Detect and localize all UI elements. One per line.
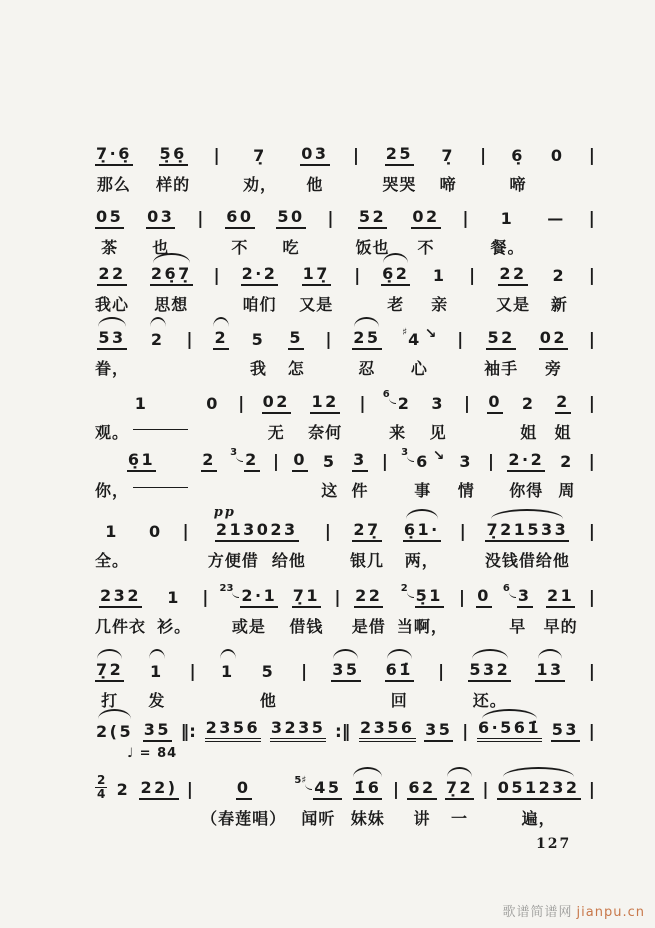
barline — [393, 764, 399, 832]
music-line-7 — [95, 506, 595, 574]
note-cell: 22) — [139, 764, 178, 832]
barline-glyph: | — [197, 209, 204, 229]
lyric-syllable: 他 — [259, 691, 277, 710]
note-cell: 232 几件衣 — [95, 586, 147, 636]
lyric-syllable: 遍， — [521, 809, 556, 828]
lyric-syllable: 不 — [417, 238, 435, 257]
note-cell: 7̣·6̣ 那么 — [96, 144, 132, 194]
note-cell: 22 是借 — [351, 586, 386, 636]
note-cell: 051232 遍， — [497, 764, 581, 832]
barline-glyph: | — [186, 330, 193, 350]
lyric-syllable: 几件衣 — [95, 617, 147, 636]
note-cell: 5̣6̣ 样的 — [156, 144, 191, 194]
note-cell: 6̣1 你， — [95, 436, 188, 504]
lyric-syllable: 劝， — [242, 175, 277, 194]
barline-glyph: | — [182, 522, 189, 542]
slur-arc — [333, 649, 358, 659]
barline-glyph: | — [482, 780, 489, 800]
lyric-syllable: 你得 — [509, 481, 544, 500]
note-cell: 1 亲 — [431, 266, 449, 314]
lyric-syllable: 衫。 — [157, 617, 192, 636]
lyric-syllable: 姐 — [520, 423, 538, 442]
note-cell: 62 讲 — [408, 778, 436, 828]
slur-arc — [387, 649, 412, 659]
note-cell: ♯ 4 ↘ 心 — [402, 326, 437, 378]
barline — [301, 646, 307, 714]
barline-glyph: | — [462, 209, 469, 229]
note-cell: 3 件 — [351, 450, 369, 500]
note-cell: 2 — [150, 314, 166, 382]
note-cell: 5 他 — [259, 662, 277, 710]
note-cell: 2356 — [359, 706, 416, 774]
note-cell: 2 — [116, 780, 131, 799]
barline — [202, 572, 208, 640]
barline-glyph: | — [334, 588, 341, 608]
note-cell: 7̣2 一 — [445, 764, 474, 832]
lyric-syllable: 不 — [231, 238, 249, 257]
note-cell: pp 213023 方便借 给他 — [207, 505, 306, 570]
lyric-syllable: 忍 — [358, 359, 376, 378]
watermark — [503, 901, 645, 920]
note-cell: 1 全。 — [95, 522, 130, 570]
note-cell: 2 姐 — [554, 392, 572, 442]
lyric-syllable: 亲 — [431, 295, 449, 314]
barline-glyph: | — [354, 266, 361, 286]
lyric-syllable: 情 — [457, 481, 475, 500]
slur-arc — [503, 767, 574, 777]
note-cell: 6 2 来 — [382, 389, 412, 442]
lyric-syllable: 回 — [390, 691, 408, 710]
note-cell: 02 无 — [262, 392, 290, 442]
note-cell: 52 饭也 — [355, 207, 390, 257]
barline-glyph: | — [324, 522, 331, 542]
lyric-syllable: 咱们 — [242, 295, 277, 314]
barline-glyph: | — [202, 588, 209, 608]
music-line-8 — [95, 572, 595, 640]
note-cell: 03 他 — [301, 144, 329, 194]
note-cell: 0 — [206, 394, 220, 413]
time-signature: 2 4 — [97, 773, 106, 801]
note-cell: 26̣7̣ 思想 — [150, 250, 193, 318]
note-cell: 02 不 — [412, 207, 440, 257]
lyric-syllable: 讲 — [413, 809, 431, 828]
note-cell: 2·2 你得 — [508, 450, 545, 500]
lyric-syllable: 全。 — [95, 551, 130, 570]
barline-glyph: | — [359, 394, 366, 414]
music-line-9 — [95, 646, 595, 714]
watermark-site-name: 歌谱简谱网 — [502, 905, 573, 920]
lyric-syllable: 无 — [267, 423, 285, 442]
barline-glyph: | — [381, 452, 388, 472]
barline — [273, 436, 279, 504]
note-cell: 17̣ 又是 — [299, 264, 334, 314]
note-cell: 35 — [143, 706, 172, 774]
slur-arc — [98, 317, 127, 327]
note-cell: 7̣ 啼 — [439, 146, 457, 194]
note-cell: 25 忍 — [352, 314, 381, 382]
lyric-syllable: 思想 — [154, 295, 189, 314]
music-line-4 — [95, 314, 595, 382]
lyric-syllable: 银几 — [349, 551, 384, 570]
note-cell: 05 茶 — [96, 207, 124, 257]
slur-arc — [447, 767, 472, 777]
barline-glyph: | — [588, 662, 595, 682]
note-cell: 03 也 — [147, 207, 175, 257]
note-cell: 0 — [550, 146, 565, 165]
barline-glyph: | — [213, 146, 220, 166]
barline-glyph: | — [238, 394, 245, 414]
slur-arc — [213, 317, 229, 327]
note-cell: 7̣ 劝， — [242, 146, 277, 194]
note-cell: 1 衫。 — [157, 588, 192, 636]
note-cell: 5♯ 45 闻听 — [294, 775, 342, 828]
barline-glyph: | — [457, 330, 464, 350]
barline-glyph: | — [300, 662, 308, 682]
note-cell: 35 — [331, 646, 360, 714]
note-cell: 6̣ 啼 — [509, 146, 527, 194]
note-cell: 0 — [148, 522, 163, 541]
slur-arc — [383, 253, 408, 263]
glide-arrow-icon: ↘ — [432, 448, 445, 464]
note-cell: 1 发 — [148, 646, 165, 714]
slur-arc — [97, 649, 122, 659]
note-cell: 22 我心 — [95, 264, 130, 314]
note-cell: 61̇ 回 — [385, 646, 414, 714]
note-cell: 53 眷， — [95, 314, 129, 382]
note-cell: 53 — [551, 706, 580, 774]
slur-arc — [406, 509, 438, 519]
note-cell: 0 — [292, 436, 308, 504]
lyric-syllable: 周 — [558, 481, 576, 500]
barline — [469, 250, 475, 318]
lyric-syllable: 啼 — [509, 175, 527, 194]
note-cell: 1 餐。 — [490, 209, 525, 257]
note-cell: 1 观。 — [95, 378, 188, 446]
barline-glyph: | — [588, 780, 595, 800]
barline — [488, 436, 494, 504]
barline-glyph: | — [487, 452, 495, 472]
barline — [213, 130, 219, 198]
note-cell: 7̣1 借钱 — [289, 586, 324, 636]
note-cell: 12 奈何 — [308, 392, 343, 442]
barline — [186, 314, 192, 382]
tempo-mark: ♩ = 84 — [127, 746, 178, 761]
barline-glyph: | — [588, 722, 595, 742]
barline — [457, 314, 463, 382]
note-cell: 22 又是 — [496, 264, 531, 314]
note-cell: 2(5 — [95, 706, 134, 774]
note-cell: 35 — [424, 706, 453, 774]
note-cell: 1̇6 妹妹 — [351, 764, 385, 832]
lyric-syllable: 这 — [321, 481, 339, 500]
slur-arc — [353, 767, 382, 777]
note-cell: 532 还。 — [468, 646, 511, 714]
lyric-syllable: 眷， — [95, 359, 130, 378]
note-cell: 60 不 — [226, 207, 254, 257]
lyric-syllable: 姐 — [554, 423, 572, 442]
barline — [589, 506, 595, 574]
barline — [480, 130, 486, 198]
barline — [214, 250, 220, 318]
note-cell: 3 6 ↘ 事 — [401, 447, 445, 500]
barline — [589, 436, 595, 504]
barline — [325, 506, 331, 574]
barline-glyph: | — [462, 722, 469, 742]
barline — [354, 250, 360, 318]
note-cell: 6 3 早 — [502, 583, 532, 636]
lyric-syllable: 哭哭 — [382, 175, 417, 194]
lyric-syllable: 样的 — [156, 175, 191, 194]
barline-glyph: | — [392, 780, 400, 800]
lyric-syllable: 老 — [387, 295, 405, 314]
note-cell: 27̣ 银几 — [349, 520, 384, 570]
lyric-syllable: 又是 — [496, 295, 531, 314]
dynamic-mark: pp — [213, 505, 236, 520]
note-cell: 02 旁 — [539, 328, 568, 378]
glide-arrow-icon: ↘ — [424, 326, 437, 342]
barline-glyph: | — [189, 662, 196, 682]
barline-glyph: | — [588, 146, 595, 166]
lyric-syllable: 奈何 — [308, 423, 343, 442]
note-cell: 2 周 — [558, 452, 576, 500]
lyric-extension-line — [133, 420, 188, 430]
lyric-syllable: 啼 — [439, 175, 457, 194]
note-cell: 13 — [535, 646, 564, 714]
note-cell: 23 2·1 或是 — [219, 583, 278, 636]
barline — [334, 572, 340, 640]
barline-glyph: | — [327, 209, 334, 229]
barline — [589, 250, 595, 318]
barline — [353, 130, 359, 198]
note-cell: 2356 — [205, 706, 262, 774]
slur-arc — [150, 317, 166, 327]
barline-glyph: | — [479, 146, 487, 166]
note-cell: 7̣2 打 — [95, 646, 124, 714]
barline-glyph: | — [588, 588, 595, 608]
note-cell: 25 哭哭 — [382, 144, 417, 194]
slur-arc — [472, 649, 508, 659]
lyric-syllable: 我 — [249, 359, 267, 378]
barline-glyph: | — [458, 588, 466, 608]
lyric-syllable: 或是 — [231, 617, 266, 636]
barline-glyph: | — [588, 522, 595, 542]
lyric-syllable: 饭也 — [355, 238, 390, 257]
barline-glyph: :‖ — [335, 722, 351, 742]
note-cell: 6·561̇ — [477, 706, 542, 774]
slur-arc — [354, 317, 379, 327]
note-cell: 2·2 咱们 — [241, 264, 278, 314]
barline-glyph: | — [469, 266, 476, 286]
note-cell: 21 早的 — [543, 586, 578, 636]
barline — [189, 646, 195, 714]
note-cell: 0 — [487, 378, 503, 446]
lyric-syllable: 是借 — [351, 617, 386, 636]
lyric-syllable: 件 — [351, 481, 369, 500]
note-cell: 2 — [213, 314, 229, 382]
barline — [589, 646, 595, 714]
lyric-syllable: 观。 — [95, 423, 130, 442]
barline — [183, 506, 189, 574]
barline — [459, 572, 465, 640]
barline-glyph: ‖: — [180, 722, 196, 742]
music-line-6 — [95, 436, 595, 504]
lyric-syllable: 又是 — [299, 295, 334, 314]
slur-arc — [149, 649, 165, 659]
music-line-11 — [95, 764, 595, 832]
note-cell: 50 吃 — [277, 207, 305, 257]
note-cell: 3235 — [270, 706, 327, 774]
barline-glyph: | — [459, 522, 466, 542]
barline — [482, 764, 488, 832]
lyric-syllable: 打 — [101, 691, 119, 710]
music-line-3 — [95, 250, 595, 318]
lyric-syllable: 当啊， — [396, 617, 448, 636]
note-cell: 52 袖手 — [484, 328, 519, 378]
barline — [382, 436, 388, 504]
lyric-syllable: 也 — [152, 238, 170, 257]
note-cell: 2 — [201, 436, 217, 504]
note-cell: 2 姐 — [520, 394, 538, 442]
lyric-syllable: 没钱借给他 — [484, 551, 570, 570]
lyric-syllable: 还。 — [472, 691, 507, 710]
lyric-syllable: 事 — [414, 481, 432, 500]
barline — [187, 764, 193, 832]
lyric-syllable: 借钱 — [289, 617, 324, 636]
lyric-syllable: 旁 — [544, 359, 562, 378]
note-cell: 6̣2 老 — [381, 250, 410, 318]
barline — [325, 314, 331, 382]
lyric-syllable: （春莲唱） — [201, 809, 287, 828]
lyric-syllable: 见 — [429, 423, 447, 442]
page-number: 127 — [536, 836, 572, 852]
note-cell: 7̣21533 没钱借给他 — [485, 506, 570, 574]
barline — [438, 646, 444, 714]
barline — [589, 314, 595, 382]
watermark-domain: jianpu.cn — [576, 905, 645, 920]
lyric-syllable: 我心 — [95, 295, 130, 314]
barline-glyph: | — [463, 394, 471, 414]
barline — [589, 572, 595, 640]
lyric-syllable: 闻听 — [301, 809, 336, 828]
lyric-syllable: 新 — [550, 295, 568, 314]
note-cell: 0 （春莲唱） — [201, 778, 287, 828]
barline-glyph: | — [438, 662, 445, 682]
lyric-extension-line — [133, 478, 188, 488]
note-cell: 5 怎 — [287, 328, 305, 378]
lyric-syllable: 你， — [95, 481, 130, 500]
note-cell: — — [547, 209, 566, 228]
lyric-syllable: 妹妹 — [350, 809, 385, 828]
barline-glyph: | — [272, 452, 280, 472]
slur-arc — [153, 253, 189, 263]
barline-glyph: | — [325, 330, 332, 350]
barline-glyph: | — [186, 780, 193, 800]
barline-glyph: | — [588, 330, 595, 350]
slur-arc — [491, 509, 563, 519]
note-cell: 2 5̣1 当啊， — [396, 583, 448, 636]
lyric-syllable: 来 — [389, 423, 407, 442]
lyric-syllable: 早 — [509, 617, 527, 636]
lyric-syllable: 吃 — [282, 238, 300, 257]
note-cell: 5 我 — [249, 330, 267, 378]
note-cell: 3 情 — [457, 452, 475, 500]
slur-arc — [98, 709, 131, 719]
lyric-syllable: 餐。 — [490, 238, 525, 257]
lyric-syllable: 方便借 给他 — [207, 551, 306, 570]
lyric-syllable: 发 — [148, 691, 166, 710]
barline-glyph: | — [213, 266, 220, 286]
note-cell: 2 新 — [550, 266, 568, 314]
note-cell: 6̣1· 两， — [403, 506, 441, 574]
note-cell: 0 — [476, 572, 492, 640]
lyric-syllable: 一 — [450, 809, 468, 828]
barline-glyph: | — [588, 209, 595, 229]
slur-arc — [220, 649, 236, 659]
note-cell: 3 2 — [230, 436, 260, 504]
lyric-syllable: 心 — [410, 359, 428, 378]
barline — [589, 130, 595, 198]
lyric-syllable: 早的 — [543, 617, 578, 636]
slur-arc — [538, 649, 563, 659]
lyric-syllable: 他 — [306, 175, 324, 194]
barline-glyph: | — [588, 266, 595, 286]
lyric-syllable: 那么 — [96, 175, 131, 194]
note-cell: 1 — [220, 646, 236, 714]
lyric-syllable: 茶 — [101, 238, 119, 257]
lyric-syllable: 怎 — [287, 359, 305, 378]
lyric-syllable: 两， — [404, 551, 439, 570]
barline — [589, 764, 595, 832]
barline-glyph: | — [588, 452, 595, 472]
music-line-1 — [95, 130, 595, 198]
lyric-syllable: 袖手 — [484, 359, 519, 378]
note-cell: 5 这 — [321, 452, 339, 500]
note-cell: 3 见 — [429, 394, 447, 442]
barline — [460, 506, 466, 574]
barline-glyph: | — [588, 394, 595, 414]
barline-glyph: | — [352, 146, 360, 166]
